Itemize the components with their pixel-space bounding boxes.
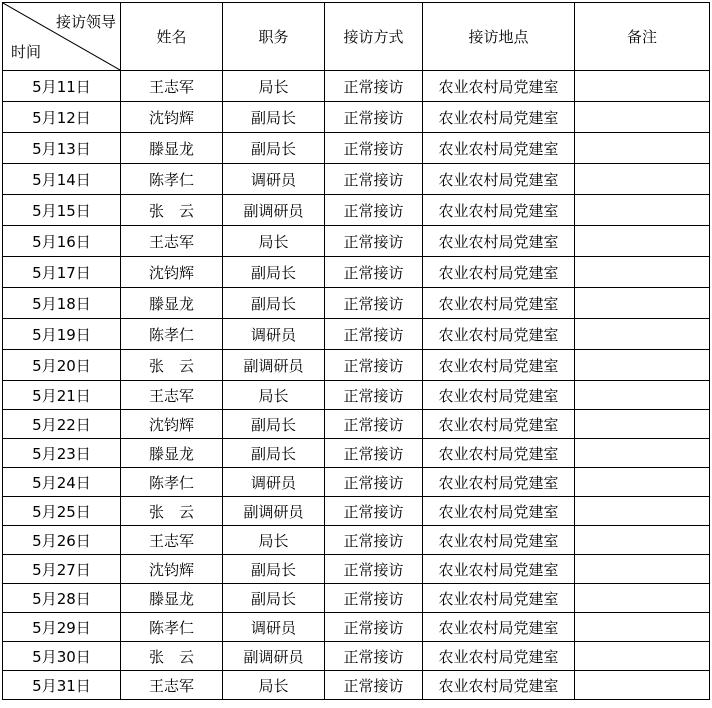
table-row [3, 71, 710, 102]
date-cell: 5月14日 [3, 164, 121, 195]
name-cell: 沈钧辉 [121, 102, 223, 133]
note-cell [575, 133, 710, 164]
note-cell [575, 257, 710, 288]
note-cell [575, 381, 710, 410]
table-row [3, 195, 710, 226]
method-cell: 正常接访 [325, 468, 423, 497]
name-cell: 王志军 [121, 526, 223, 555]
date-cell: 5月30日 [3, 642, 121, 671]
date-cell: 5月31日 [3, 671, 121, 700]
method-cell: 正常接访 [325, 288, 423, 319]
date-cell: 5月19日 [3, 319, 121, 350]
method-cell: 正常接访 [325, 410, 423, 439]
method-cell: 正常接访 [325, 319, 423, 350]
location-cell: 农业农村局党建室 [423, 555, 575, 584]
title-cell: 副局长 [223, 439, 325, 468]
title-cell: 副局长 [223, 102, 325, 133]
date-cell: 5月29日 [3, 613, 121, 642]
location-cell: 农业农村局党建室 [423, 584, 575, 613]
method-cell: 正常接访 [325, 350, 423, 381]
name-cell: 张 云 [121, 195, 223, 226]
note-cell [575, 555, 710, 584]
table-row [3, 642, 710, 671]
name-cell: 滕显龙 [121, 439, 223, 468]
table-row [3, 410, 710, 439]
table-row [3, 226, 710, 257]
date-cell: 5月17日 [3, 257, 121, 288]
table-row [3, 288, 710, 319]
name-cell: 张 云 [121, 642, 223, 671]
corner-label-leader: 接访领导 [55, 13, 116, 31]
title-cell: 局长 [223, 671, 325, 700]
table-row [3, 468, 710, 497]
table-row [3, 350, 710, 381]
location-cell: 农业农村局党建室 [423, 497, 575, 526]
method-cell: 正常接访 [325, 497, 423, 526]
method-cell: 正常接访 [325, 71, 423, 102]
location-cell: 农业农村局党建室 [423, 350, 575, 381]
note-cell [575, 410, 710, 439]
title-cell: 副调研员 [223, 642, 325, 671]
method-cell: 正常接访 [325, 555, 423, 584]
method-cell: 正常接访 [325, 133, 423, 164]
note-cell [575, 468, 710, 497]
name-cell: 张 云 [121, 350, 223, 381]
method-cell: 正常接访 [325, 613, 423, 642]
table-row [3, 381, 710, 410]
date-cell: 5月25日 [3, 497, 121, 526]
date-cell: 5月16日 [3, 226, 121, 257]
method-cell: 正常接访 [325, 226, 423, 257]
location-cell: 农业农村局党建室 [423, 102, 575, 133]
name-cell: 王志军 [121, 71, 223, 102]
date-cell: 5月13日 [3, 133, 121, 164]
date-cell: 5月27日 [3, 555, 121, 584]
note-cell [575, 584, 710, 613]
date-cell: 5月22日 [3, 410, 121, 439]
method-cell: 正常接访 [325, 102, 423, 133]
title-cell: 副调研员 [223, 497, 325, 526]
title-cell: 副局长 [223, 257, 325, 288]
table-row [3, 439, 710, 468]
note-cell [575, 497, 710, 526]
title-cell: 局长 [223, 381, 325, 410]
table-row [3, 102, 710, 133]
column-header-note: 备注 [575, 3, 710, 71]
note-cell [575, 195, 710, 226]
title-cell: 副局长 [223, 288, 325, 319]
title-cell: 局长 [223, 526, 325, 555]
column-header-method: 接访方式 [325, 3, 423, 71]
note-cell [575, 226, 710, 257]
title-cell: 副局长 [223, 584, 325, 613]
title-cell: 调研员 [223, 613, 325, 642]
table-row [3, 555, 710, 584]
name-cell: 沈钧辉 [121, 257, 223, 288]
column-header-location: 接访地点 [423, 3, 575, 71]
date-cell: 5月15日 [3, 195, 121, 226]
title-cell: 副局长 [223, 133, 325, 164]
location-cell: 农业农村局党建室 [423, 671, 575, 700]
note-cell [575, 671, 710, 700]
note-cell [575, 613, 710, 642]
table-row [3, 526, 710, 555]
location-cell: 农业农村局党建室 [423, 526, 575, 555]
location-cell: 农业农村局党建室 [423, 319, 575, 350]
date-cell: 5月23日 [3, 439, 121, 468]
name-cell: 王志军 [121, 671, 223, 700]
location-cell: 农业农村局党建室 [423, 164, 575, 195]
note-cell [575, 319, 710, 350]
title-cell: 副调研员 [223, 195, 325, 226]
title-cell: 局长 [223, 71, 325, 102]
location-cell: 农业农村局党建室 [423, 133, 575, 164]
date-cell: 5月11日 [3, 71, 121, 102]
name-cell: 王志军 [121, 226, 223, 257]
note-cell [575, 526, 710, 555]
date-cell: 5月18日 [3, 288, 121, 319]
name-cell: 陈孝仁 [121, 319, 223, 350]
name-cell: 张 云 [121, 497, 223, 526]
name-cell: 陈孝仁 [121, 468, 223, 497]
table-row [3, 671, 710, 700]
table-row [3, 319, 710, 350]
location-cell: 农业农村局党建室 [423, 288, 575, 319]
method-cell: 正常接访 [325, 642, 423, 671]
note-cell [575, 642, 710, 671]
note-cell [575, 439, 710, 468]
table-row [3, 584, 710, 613]
table-row [3, 497, 710, 526]
title-cell: 调研员 [223, 468, 325, 497]
method-cell: 正常接访 [325, 671, 423, 700]
location-cell: 农业农村局党建室 [423, 71, 575, 102]
title-cell: 局长 [223, 226, 325, 257]
date-cell: 5月28日 [3, 584, 121, 613]
name-cell: 王志军 [121, 381, 223, 410]
method-cell: 正常接访 [325, 526, 423, 555]
table-row [3, 613, 710, 642]
method-cell: 正常接访 [325, 381, 423, 410]
table-body [3, 71, 710, 700]
title-cell: 副局长 [223, 555, 325, 584]
location-cell: 农业农村局党建室 [423, 257, 575, 288]
note-cell [575, 71, 710, 102]
table-row [3, 164, 710, 195]
date-cell: 5月21日 [3, 381, 121, 410]
name-cell: 滕显龙 [121, 584, 223, 613]
method-cell: 正常接访 [325, 195, 423, 226]
name-cell: 陈孝仁 [121, 164, 223, 195]
note-cell [575, 288, 710, 319]
location-cell: 农业农村局党建室 [423, 195, 575, 226]
note-cell [575, 102, 710, 133]
location-cell: 农业农村局党建室 [423, 226, 575, 257]
title-cell: 副调研员 [223, 350, 325, 381]
date-cell: 5月24日 [3, 468, 121, 497]
diagonal-header-cell [3, 3, 121, 71]
name-cell: 滕显龙 [121, 288, 223, 319]
column-header-name: 姓名 [121, 3, 223, 71]
name-cell: 沈钧辉 [121, 555, 223, 584]
location-cell: 农业农村局党建室 [423, 468, 575, 497]
table-row [3, 133, 710, 164]
reception-schedule-table [2, 2, 710, 700]
location-cell: 农业农村局党建室 [423, 381, 575, 410]
date-cell: 5月12日 [3, 102, 121, 133]
method-cell: 正常接访 [325, 439, 423, 468]
date-cell: 5月26日 [3, 526, 121, 555]
title-cell: 调研员 [223, 164, 325, 195]
location-cell: 农业农村局党建室 [423, 642, 575, 671]
location-cell: 农业农村局党建室 [423, 439, 575, 468]
column-header-title: 职务 [223, 3, 325, 71]
header-row [3, 3, 710, 71]
name-cell: 沈钧辉 [121, 410, 223, 439]
name-cell: 滕显龙 [121, 133, 223, 164]
location-cell: 农业农村局党建室 [423, 613, 575, 642]
method-cell: 正常接访 [325, 164, 423, 195]
title-cell: 副局长 [223, 410, 325, 439]
name-cell: 陈孝仁 [121, 613, 223, 642]
corner-label-time: 时间 [11, 43, 42, 61]
date-cell: 5月20日 [3, 350, 121, 381]
method-cell: 正常接访 [325, 257, 423, 288]
location-cell: 农业农村局党建室 [423, 410, 575, 439]
table-row [3, 257, 710, 288]
method-cell: 正常接访 [325, 584, 423, 613]
note-cell [575, 350, 710, 381]
title-cell: 调研员 [223, 319, 325, 350]
note-cell [575, 164, 710, 195]
